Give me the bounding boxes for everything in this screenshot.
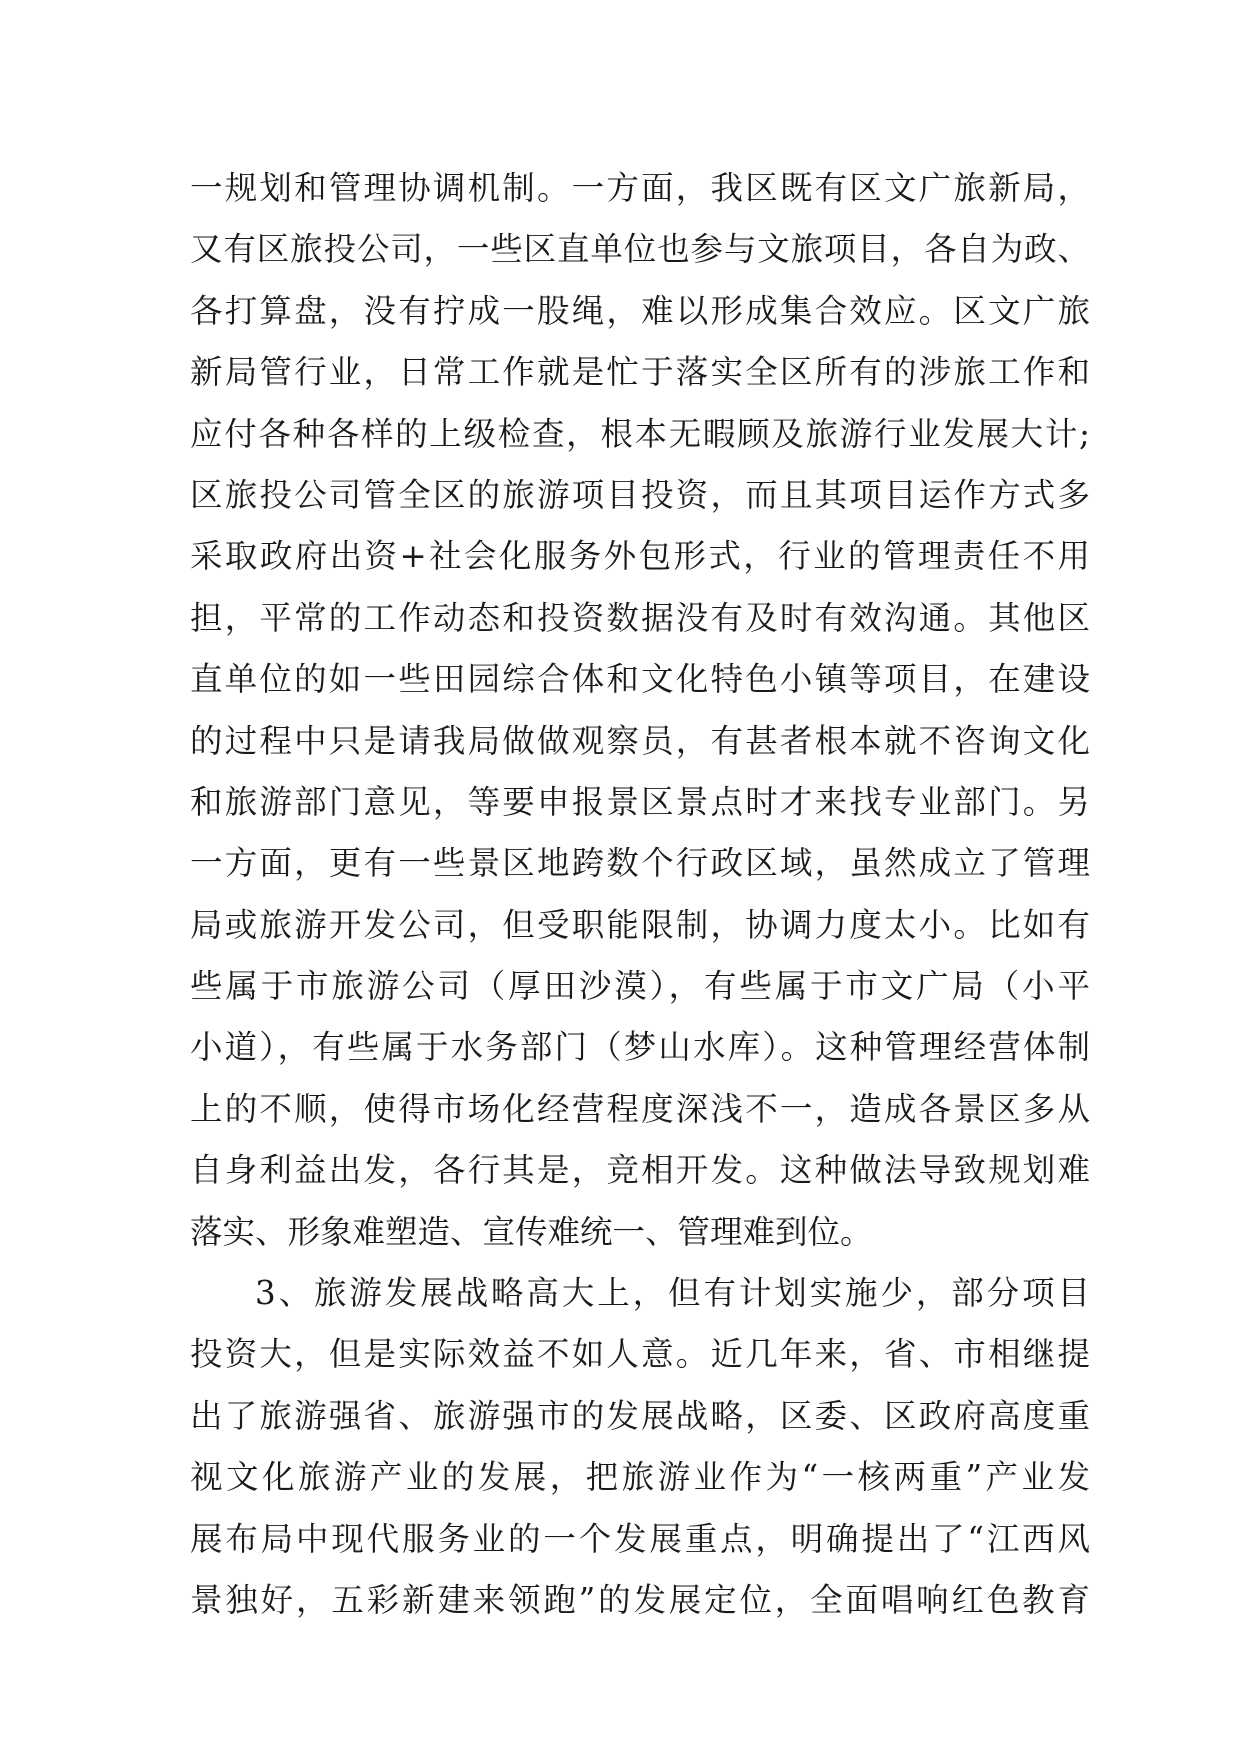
- paragraph-start-line: 3、旅游发展战略高大上，但有计划实施少，部分项目: [255, 1274, 1090, 1313]
- text-line: 各打算盘，没有拧成一股绳，难以形成集合效应。区文广旅: [190, 291, 1090, 330]
- text-line: 景独好，五彩新建来领跑”的发展定位，全面唱响红色教育: [190, 1580, 1090, 1619]
- text-line: 落实、形象难塑造、宣传难统一、管理难到位。: [190, 1212, 873, 1251]
- text-line: 一规划和管理协调机制。一方面，我区既有区文广旅新局，: [190, 169, 1090, 207]
- text-line: 采取政府出资+社会化服务外包形式，行业的管理责任不用: [190, 537, 1090, 576]
- text-line: 区旅投公司管全区的旅游项目投资，而且其项目运作方式多: [190, 475, 1090, 514]
- text-line: 投资大，但是实际效益不如人意。近几年来，省、市相继提: [190, 1335, 1090, 1374]
- text-line: 局或旅游开发公司，但受职能限制，协调力度太小。比如有: [190, 905, 1090, 944]
- text-line: 和旅游部门意见，等要申报景区景点时才来找专业部门。另: [190, 782, 1090, 821]
- text-line: 视文化旅游产业的发展，把旅游业作为“一核两重”产业发: [190, 1458, 1090, 1497]
- text-line: 上的不顺，使得市场化经营程度深浅不一，造成各景区多从: [190, 1089, 1090, 1128]
- text-line: 展布局中现代服务业的一个发展重点，明确提出了“江西风: [190, 1519, 1090, 1558]
- text-line: 又有区旅投公司，一些区直单位也参与文旅项目，各自为政、: [190, 230, 1090, 269]
- text-line: 些属于市旅游公司（厚田沙漠），有些属于市文广局（小平: [190, 967, 1090, 1006]
- body-text: [190, 158, 1090, 1631]
- text-line: 新局管行业，日常工作就是忙于落实全区所有的涉旅工作和: [190, 353, 1090, 392]
- text-line: 担，平常的工作动态和投资数据没有及时有效沟通。其他区: [190, 598, 1090, 637]
- text-line: 直单位的如一些田园综合体和文化特色小镇等项目，在建设: [190, 660, 1090, 699]
- text-line: 自身利益出发，各行其是，竞相开发。这种做法导致规划难: [190, 1151, 1090, 1190]
- text-line: 应付各种各样的上级检查，根本无暇顾及旅游行业发展大计;: [190, 414, 1090, 453]
- text-line: 出了旅游强省、旅游强市的发展战略，区委、区政府高度重: [190, 1396, 1090, 1435]
- text-line: 的过程中只是请我局做做观察员，有甚者根本就不咨询文化: [190, 721, 1090, 760]
- text-line: 一方面，更有一些景区地跨数个行政区域，虽然成立了管理: [190, 844, 1090, 883]
- text-line: 小道），有些属于水务部门（梦山水库）。这种管理经营体制: [190, 1028, 1090, 1067]
